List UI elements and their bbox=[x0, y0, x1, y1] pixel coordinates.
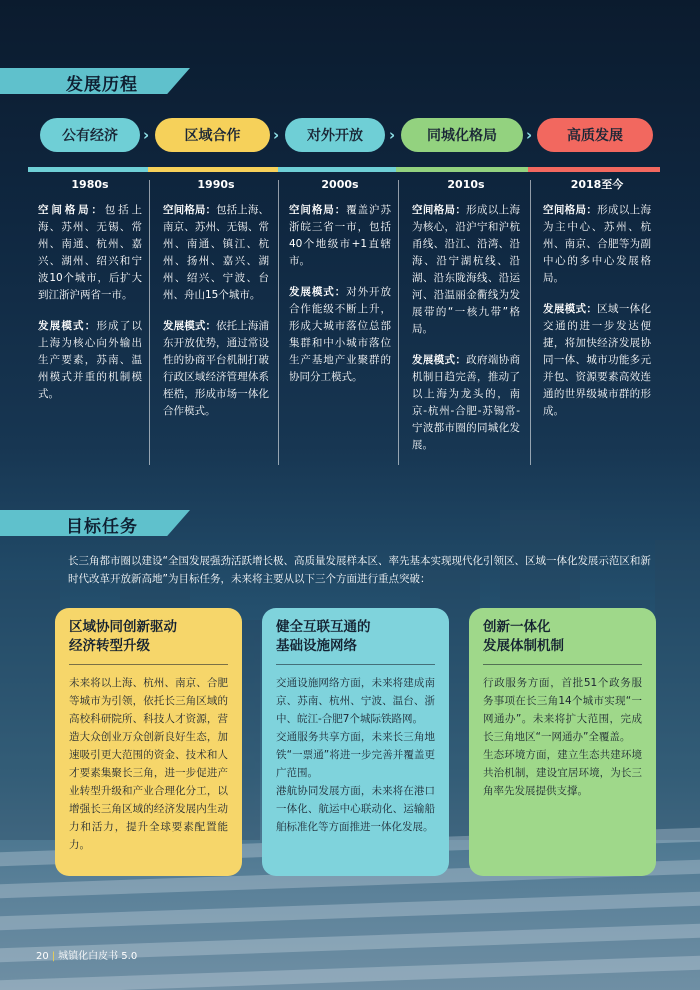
paragraph-key: 发展模式： bbox=[163, 320, 217, 332]
paragraph-text: 形成了以上海为核心向外输出生产要素，苏南、温州模式并重的机制模式。 bbox=[38, 320, 142, 400]
card-paragraph: 行政服务方面，首批51个政务服务事项在长三角14个城市实现“一网通办”。未来将扩大范围，完成长三角地区“一网通办”全覆盖。 bbox=[483, 677, 642, 743]
card-paragraph: 交通设施网络方面，未来将建成南京、苏南、杭州、宁波、温台、浙中、皖江-合肥7个城际铁路网。 bbox=[276, 677, 435, 725]
paragraph bbox=[543, 202, 651, 287]
card-paragraph: 生态环境方面，建立生态共建环境共治机制，建设宜居环境，为长三角率先发展提供支撑。 bbox=[483, 749, 642, 797]
column-divider bbox=[278, 180, 279, 465]
card-title bbox=[483, 618, 642, 665]
era-label: 2000s bbox=[321, 178, 359, 191]
paragraph-text: 包括上海、苏州、无锡、常州、南通、杭州、嘉兴、湖州、绍兴和宁波10个城市，后扩大到江浙沪两省一市。 bbox=[38, 204, 143, 301]
paragraph bbox=[38, 318, 142, 403]
paragraph-key: 空间格局： bbox=[38, 204, 105, 216]
footer-separator: | bbox=[51, 951, 56, 962]
timeline-bar-segment bbox=[396, 167, 528, 172]
card-paragraph: 未来将以上海、杭州、南京、合肥等城市为引领，依托长三角区域的高校科研院所、科技人才资源，营造大众创业万众创新良好生态，加速吸引更大范围的资金、技术和人才要素集聚长三角，进一步促进产业转型升级和产业合理化分工，以增强长三角区域的经济发展内生动力和活力，提升全球要素配置能力。 bbox=[69, 677, 228, 851]
card-paragraph: 港航协同发展方面，未来将在港口一体化、航运中心联动化、运输船舶标准化等方面推进一体化发展。 bbox=[276, 785, 435, 833]
card-title bbox=[276, 618, 435, 665]
paragraph-text: 政府端协商机制日趋完善，推动了以上海为龙头的，南京-杭州-合肥-苏锡常-宁波都市圈的同城化发展。 bbox=[412, 354, 521, 451]
column-divider bbox=[149, 180, 150, 465]
paragraph-text: 形成以上海为主中心、苏州、杭州、南京、合肥等为副中心的多中心发展格局。 bbox=[543, 204, 652, 284]
stage-pill-1 bbox=[40, 118, 140, 152]
paragraph bbox=[412, 202, 520, 338]
paragraph-key: 空间格局： bbox=[543, 204, 598, 216]
card-body bbox=[276, 674, 435, 836]
page-number: 20 bbox=[36, 951, 49, 962]
timeline-bar-segment bbox=[148, 167, 278, 172]
stage-label: 公有经济 bbox=[62, 128, 118, 144]
paragraph-key: 发展模式： bbox=[543, 303, 598, 315]
paragraph bbox=[543, 301, 651, 420]
chevron-right-icon: › bbox=[389, 126, 396, 144]
paragraph-text: 覆盖沪苏浙皖三省一市，包括40个地级市+1直辖市。 bbox=[289, 204, 391, 267]
card-title-text: 创新一体化 发展体制机制 bbox=[483, 619, 564, 654]
card-paragraph: 交通服务共享方面，未来长三角地铁“一票通”将进一步完善并覆盖更广范围。 bbox=[276, 731, 435, 779]
paragraph bbox=[38, 202, 142, 304]
paragraph-key: 空间格局： bbox=[163, 204, 217, 216]
history-title: 发展历程 bbox=[66, 75, 138, 95]
chevron-right-icon: › bbox=[143, 126, 150, 144]
card-body bbox=[69, 674, 228, 854]
page-footer bbox=[36, 947, 137, 962]
card-title bbox=[69, 618, 228, 665]
paragraph bbox=[289, 284, 391, 386]
stage-label: 同城化格局 bbox=[427, 128, 497, 144]
timeline-bar-segment bbox=[528, 167, 660, 172]
timeline-column-2018 bbox=[543, 176, 651, 434]
stage-pill-5 bbox=[537, 118, 653, 152]
paragraph-text: 对外开放合作能级不断上升，形成大城市落位总部集群和中小城市落位生产基地产业聚群的协同分工模式。 bbox=[289, 286, 391, 383]
era-label: 1980s bbox=[71, 178, 109, 191]
paragraph bbox=[163, 318, 269, 420]
card-title-text: 区域协同创新驱动 经济转型升级 bbox=[69, 619, 177, 654]
stage-pill-2 bbox=[155, 118, 270, 152]
era-label: 1990s bbox=[197, 178, 235, 191]
stage-pill-4 bbox=[401, 118, 523, 152]
paragraph-key: 空间格局： bbox=[412, 204, 467, 216]
timeline-column-2010s bbox=[412, 176, 520, 468]
goal-card-innovation bbox=[55, 608, 242, 876]
stage-label: 对外开放 bbox=[307, 128, 363, 144]
paragraph bbox=[289, 202, 391, 270]
goals-title: 目标任务 bbox=[66, 517, 138, 537]
era-label: 2018至今 bbox=[570, 178, 624, 191]
paragraph bbox=[412, 352, 520, 454]
chevron-right-icon: › bbox=[273, 126, 280, 144]
goal-card-infrastructure bbox=[262, 608, 449, 876]
goals-intro: 长三角都市圈以建设“全国发展强劲活跃增长极、高质量发展样本区、率先基本实现现代化引领区、区域一体化发展示范区和新时代改革开放新高地”为目标任务，未来将主要从以下三个方面进行重点突破： bbox=[68, 555, 651, 585]
timeline-column-2000s bbox=[289, 176, 391, 400]
stage-label: 区域合作 bbox=[184, 128, 241, 144]
stage-pill-3 bbox=[285, 118, 385, 152]
card-body bbox=[483, 674, 642, 800]
timeline-bar-segment bbox=[278, 167, 396, 172]
era-label: 2010s bbox=[447, 178, 485, 191]
timeline-bar-segment bbox=[28, 167, 148, 172]
timeline-column-1990s bbox=[163, 176, 269, 434]
column-divider bbox=[530, 180, 531, 465]
paragraph-text: 形成以上海为核心，沿沪宁和沪杭甬线、沿江、沿湾、沿海、沿宁湖杭线、沿湖、沿东陇海线、沿运河、沿温丽金衢线为发展带的“一核九带”格局。 bbox=[412, 204, 521, 335]
chevron-right-icon: › bbox=[526, 126, 533, 144]
paragraph-text: 区域一体化交通的进一步发达便捷，将加快经济发展协同一体、城市功能多元并包、资源要素高效连通的世界级城市群的形成。 bbox=[543, 303, 652, 417]
paragraph-text: 包括上海、南京、苏州、无锡、常州、南通、镇江、杭州、扬州、嘉兴、湖州、绍兴、宁波、台州、舟山15个城市。 bbox=[163, 204, 270, 301]
timeline-column-1980s bbox=[38, 176, 142, 417]
paragraph bbox=[163, 202, 269, 304]
card-title-text: 健全互联互通的 基础设施网络 bbox=[276, 619, 371, 654]
paragraph-text: 依托上海浦东开放优势，通过常设性的协商平台机制打破行政区域经济管理体系桎梏，形成市场一体化合作模式。 bbox=[163, 320, 270, 417]
paragraph-key: 发展模式： bbox=[412, 354, 467, 366]
stage-label: 高质发展 bbox=[567, 128, 623, 144]
goal-card-institution bbox=[469, 608, 656, 876]
publication-title: 城镇化白皮书 5.0 bbox=[58, 951, 138, 962]
paragraph-key: 发展模式： bbox=[289, 286, 347, 298]
paragraph-key: 发展模式： bbox=[38, 320, 97, 332]
column-divider bbox=[398, 180, 399, 465]
paragraph-key: 空间格局： bbox=[289, 204, 347, 216]
